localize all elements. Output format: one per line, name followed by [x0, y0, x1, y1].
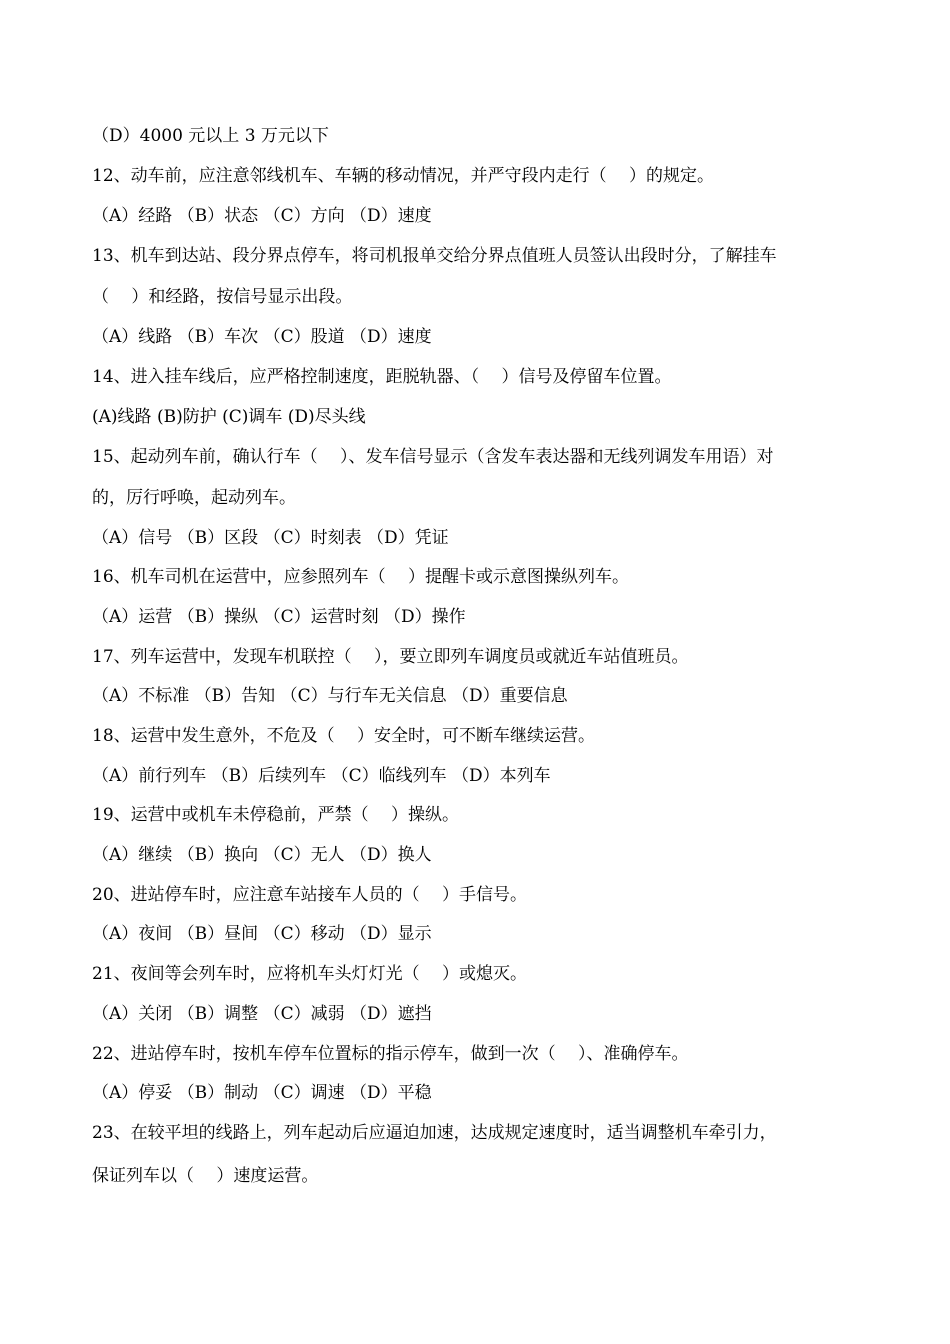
option-line: （A）停妥 （B）制动 （C）调速 （D）平稳 — [92, 1083, 432, 1103]
question-line: 18、运营中发生意外，不危及（ ）安全时，可不断车继续运营。 — [92, 726, 596, 746]
option-line: （A）经路 （B）状态 （C）方向 （D）速度 — [92, 206, 432, 226]
question-line: 16、机车司机在运营中，应参照列车（ ）提醒卡或示意图操纵列车。 — [92, 567, 630, 587]
question-line: 13、机车到达站、段分界点停车，将司机报单交给分界点值班人员签认出段时分，了解挂车 — [92, 246, 777, 266]
question-line: 23、在较平坦的线路上，列车起动后应逼迫加速，达成规定速度时，适当调整机车牵引力， — [92, 1123, 777, 1143]
question-line: 15、起动列车前，确认行车（ ）、发车信号显示（含发车表达器和无线列调发车用语）对 — [92, 447, 774, 467]
question-line: 22、进站停车时，按机车停车位置标的指示停车，做到一次（ ）、准确停车。 — [92, 1044, 689, 1064]
option-line: （A）运营 （B）操纵 （C）运营时刻 （D）操作 — [92, 607, 466, 627]
question-line: 20、进站停车时，应注意车站接车人员的（ ）手信号。 — [92, 885, 528, 905]
option-line: （A）继续 （B）换向 （C）无人 （D）换人 — [92, 845, 432, 865]
question-line: 19、运营中或机车未停稳前，严禁（ ）操纵。 — [92, 805, 460, 825]
question-line: 的，厉行呼唤，起动列车。 — [92, 488, 296, 508]
question-line: 17、列车运营中，发现车机联控（ ），要立即列车调度员或就近车站值班员。 — [92, 647, 689, 667]
question-line: 14、进入挂车线后，应严格控制速度，距脱轨器、（ ）信号及停留车位置。 — [92, 367, 672, 387]
option-line: （A）关闭 （B）调整 （C）减弱 （D）遮挡 — [92, 1004, 432, 1024]
question-line: 12、动车前，应注意邻线机车、车辆的移动情况，并严守段内走行（ ）的规定。 — [92, 166, 715, 186]
option-line: （A）信号 （B）区段 （C）时刻表 （D）凭证 — [92, 528, 449, 548]
option-line: （D）4000 元以上 3 万元以下 — [92, 126, 329, 146]
option-line: （A）线路 （B）车次 （C）股道 （D）速度 — [92, 327, 432, 347]
question-line: 21、夜间等会列车时，应将机车头灯灯光（ ）或熄灭。 — [92, 964, 528, 984]
question-line: （ ）和经路，按信号显示出段。 — [92, 287, 353, 307]
question-line: 保证列车以（ ）速度运营。 — [92, 1166, 319, 1186]
option-line: （A）不标准 （B）告知 （C）与行车无关信息 （D）重要信息 — [92, 686, 568, 706]
option-line: （A）前行列车 （B）后续列车 （C）临线列车 （D）本列车 — [92, 766, 551, 786]
option-line: （A）夜间 （B）昼间 （C）移动 （D）显示 — [92, 924, 432, 944]
option-line: (A)线路 (B)防护 (C)调车 (D)尽头线 — [92, 407, 366, 427]
